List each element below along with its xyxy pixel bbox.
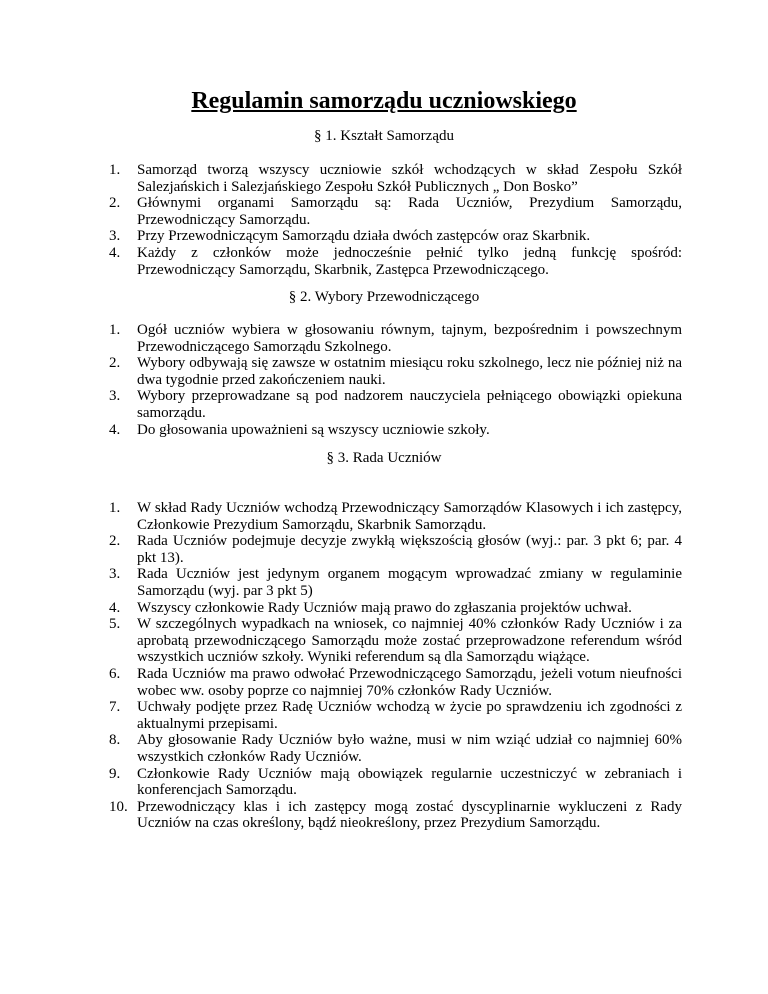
list-item: 8. Aby głosowanie Rady Uczniów było ważne, musi w nim wziąć udział co najmniej 60% wszystkich członków Rady Uczniów. — [109, 732, 682, 765]
section-3-list — [109, 500, 682, 832]
section-1-list — [109, 162, 682, 278]
list-item: 3. Rada Uczniów jest jedynym organem mogącym wprowadzać zmiany w regulaminie Samorządu (wyj. par 3 pkt 5) — [109, 566, 682, 599]
section-1-heading: § 1. Kształt Samorządu — [314, 128, 454, 144]
list-item: 4. Każdy z członków może jednocześnie pełnić tylko jedną funkcję spośród: Przewodniczący Samorządu, Skarbnik, Zastępca Przewodniczącego. — [109, 244, 682, 278]
list-item: 1. Samorząd tworzą wszyscy uczniowie szkół wchodzących w skład Zespołu Szkół Salezjańskich i Salezjańskiego Zespołu Szkół Publicznych „ Don Bosko” — [109, 162, 682, 195]
list-item: 2. Wybory odbywają się zawsze w ostatnim miesiącu roku szkolnego, lecz nie później niż na dwa tygodnie przed zakończeniem nauki. — [109, 355, 682, 388]
list-item: 5. W szczególnych wypadkach na wniosek, co najmniej 40% członków Rady Uczniów i za aprobatą przewodniczącego Samorządu może zostać przeprowadzone referendum wśród wszystkich uczniów szkoły. Wyniki referendum są dla Samorządu wiążące. — [109, 616, 682, 666]
list-item: 3. Przy Przewodniczącym Samorządu działa dwóch zastępców oraz Skarbnik. — [109, 228, 591, 245]
section-2-list — [109, 322, 682, 438]
list-item: 2. Głównymi organami Samorządu są: Rada Uczniów, Prezydium Samorządu, Przewodniczący Samorządu. — [109, 195, 682, 228]
list-item: 1. Ogół uczniów wybiera w głosowaniu równym, tajnym, bezpośrednim i powszechnym Przewodniczącego Samorządu Szkolnego. — [109, 322, 682, 355]
list-item: 4. Do głosowania upoważnieni są wszyscy uczniowie szkoły. — [109, 421, 490, 438]
list-item: 7. Uchwały podjęte przez Radę Uczniów wchodzą w życie po sprawdzeniu ich zgodności z aktualnymi przepisami. — [109, 699, 682, 732]
list-item: 1. W skład Rady Uczniów wchodzą Przewodniczący Samorządów Klasowych i ich zastępcy, Członkowie Prezydium Samorządu, Skarbnik Samorządu. — [109, 500, 682, 533]
list-item: 10. Przewodniczący klas i ich zastępcy mogą zostać dyscyplinarnie wykluczeni z Rady Uczniów na czas określony, bądź nieokreślony, przez Prezydium Samorządu. — [109, 798, 682, 832]
section-3-heading: § 3. Rada Uczniów — [326, 450, 442, 466]
list-item: 3. Wybory przeprowadzane są pod nadzorem nauczyciela pełniącego obowiązki opiekuna samorządu. — [109, 388, 682, 421]
list-item: 6. Rada Uczniów ma prawo odwołać Przewodniczącego Samorządu, jeżeli votum nieufności wobec ww. osoby poprze co najmniej 70% członków Rady Uczniów. — [109, 665, 682, 699]
list-item: 9. Członkowie Rady Uczniów mają obowiązek regularnie uczestniczyć w zebraniach i konferencjach Samorządu. — [109, 765, 682, 799]
list-item: 2. Rada Uczniów podejmuje decyzje zwykłą większością głosów (wyj.: par. 3 pkt 6; par. 4 pkt 13). — [109, 533, 682, 566]
document-title: Regulamin samorządu uczniowskiego — [191, 88, 577, 114]
list-item: 4. Wszyscy członkowie Rady Uczniów mają prawo do zgłaszania projektów uchwał. — [109, 599, 632, 616]
section-2-heading: § 2. Wybory Przewodniczącego — [288, 289, 480, 305]
